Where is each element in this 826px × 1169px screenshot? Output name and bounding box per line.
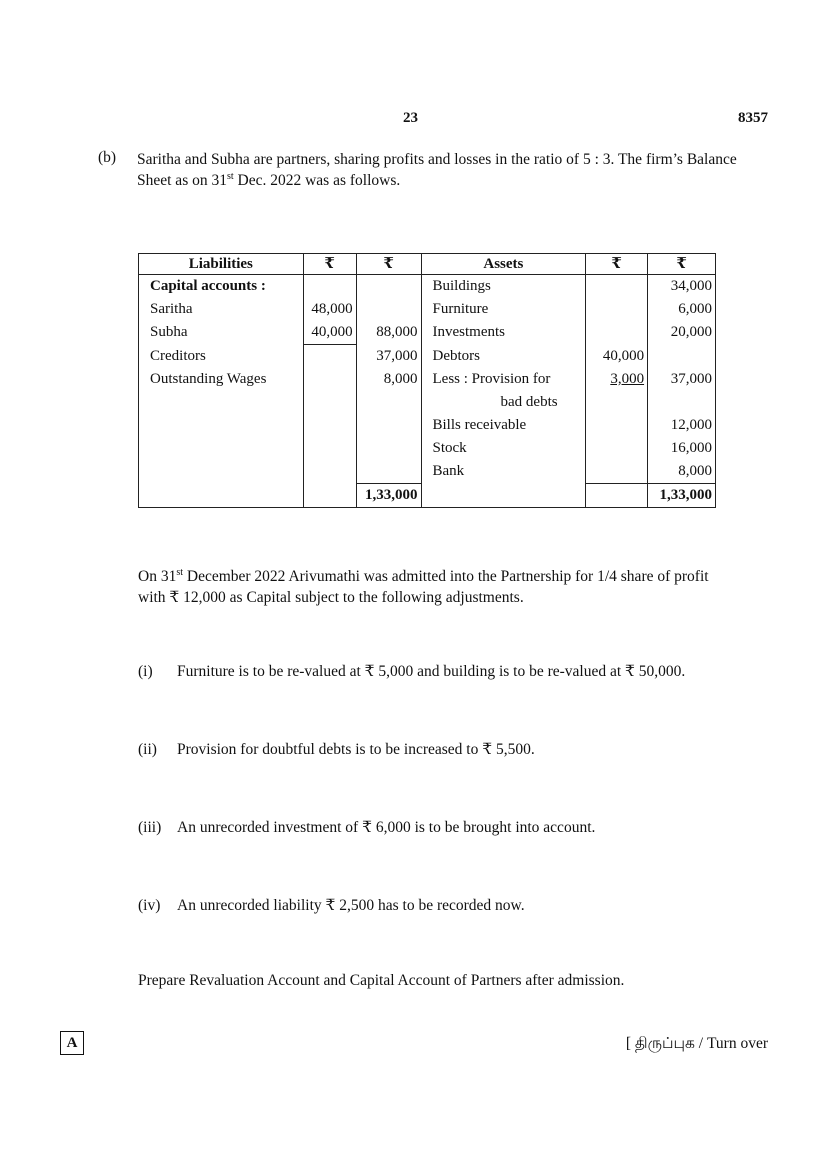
asset-label: Bank <box>421 460 586 484</box>
asset-label: Furniture <box>421 298 586 321</box>
liability-sub-amount <box>303 460 356 484</box>
totals-row <box>139 484 716 508</box>
asset-label: Buildings <box>421 275 586 299</box>
liability-amount <box>356 275 421 299</box>
instruction-text: Prepare Revaluation Account and Capital Account of Partners after admission. <box>138 972 625 989</box>
table-row <box>139 345 716 369</box>
liability-amount <box>356 298 421 321</box>
table-row <box>139 437 716 460</box>
liability-sub-amount: 48,000 <box>303 298 356 321</box>
liability-label: Capital accounts : <box>139 275 304 299</box>
question-intro <box>137 149 737 191</box>
liability-amount: 37,000 <box>356 345 421 369</box>
asset-label: Stock <box>421 437 586 460</box>
asset-amount: 16,000 <box>648 437 716 460</box>
asset-sub-amount <box>586 437 648 460</box>
liability-amount: 8,000 <box>356 368 421 391</box>
table-row <box>139 368 716 391</box>
liability-sub-amount <box>303 368 356 391</box>
asset-sub-amount <box>586 368 648 391</box>
empty-cell <box>586 484 648 508</box>
asset-amount: 20,000 <box>648 321 716 345</box>
item-numeral: (iv) <box>138 897 161 914</box>
item-numeral: (ii) <box>138 741 157 758</box>
asset-amount: 8,000 <box>648 460 716 484</box>
liability-label <box>139 460 304 484</box>
liability-amount <box>356 437 421 460</box>
intro-text-1: Saritha and Subha are partners, sharing profits and losses in the ratio of 5 : 3. The firm’s Balance Sheet as on 31 <box>137 151 737 189</box>
admission-sup: st <box>176 567 183 578</box>
item-numeral: (iii) <box>138 819 162 836</box>
asset-amount <box>648 391 716 414</box>
liability-sub-amount <box>303 391 356 414</box>
empty-cell <box>421 484 586 508</box>
header-rupee: ₹ <box>303 254 356 275</box>
asset-label: Bills receivable <box>421 414 586 437</box>
liability-sub-amount: 40,000 <box>303 321 356 345</box>
item-text: Furniture is to be re-valued at ₹ 5,000 and building is to be re-valued at ₹ 50,000. <box>177 663 686 680</box>
intro-text-2: Dec. 2022 was as follows. <box>233 172 401 189</box>
question-label: (b) <box>98 149 117 166</box>
admission-text-2: December 2022 Arivumathi was admitted into the Partnership for 1/4 share of profit with ₹ 12,000 as Capital subject to the following adjustments. <box>138 568 709 606</box>
asset-label: Debtors <box>421 345 586 369</box>
admission-text-1: On 31 <box>138 568 177 585</box>
turn-over-text: [ திருப்புக / Turn over <box>625 1035 768 1052</box>
asset-sub-amount <box>586 275 648 299</box>
asset-sub-amount <box>586 321 648 345</box>
liability-amount <box>356 391 421 414</box>
asset-amount: 12,000 <box>648 414 716 437</box>
version-box: A <box>60 1031 84 1055</box>
table-row <box>139 298 716 321</box>
asset-amount: 34,000 <box>648 275 716 299</box>
header-rupee: ₹ <box>648 254 716 275</box>
liability-amount <box>356 460 421 484</box>
liability-label <box>139 437 304 460</box>
page-number: 23 <box>403 110 418 126</box>
item-text: An unrecorded liability ₹ 2,500 has to be recorded now. <box>177 897 525 914</box>
empty-cell <box>139 484 304 508</box>
liabilities-total: 1,33,000 <box>356 484 421 508</box>
adjustment-item <box>138 662 685 681</box>
intro-sup: st <box>226 171 234 182</box>
empty-cell <box>303 484 356 508</box>
asset-label: Investments <box>421 321 586 345</box>
liability-label <box>139 414 304 437</box>
asset-sub-amount <box>586 460 648 484</box>
table-row <box>139 275 716 299</box>
liability-label <box>139 391 304 414</box>
asset-amount <box>648 345 716 369</box>
table-row <box>139 321 716 345</box>
liability-sub-amount <box>303 345 356 369</box>
liability-sub-amount <box>303 414 356 437</box>
admission-paragraph <box>138 566 738 608</box>
item-text: An unrecorded investment of ₹ 6,000 is to be brought into account. <box>177 819 596 836</box>
asset-amount: 6,000 <box>648 298 716 321</box>
balance-sheet-table <box>138 253 716 508</box>
asset-label: Less : Provision for <box>421 368 586 391</box>
table-row <box>139 460 716 484</box>
item-text: Provision for doubtful debts is to be increased to ₹ 5,500. <box>177 741 535 758</box>
asset-amount: 37,000 <box>648 368 716 391</box>
liability-label: Outstanding Wages <box>139 368 304 391</box>
assets-total: 1,33,000 <box>648 484 716 508</box>
asset-sub-amount: 40,000 <box>586 345 648 369</box>
liability-label: Creditors <box>139 345 304 369</box>
table-header-row <box>139 254 716 275</box>
asset-label: bad debts <box>421 391 586 414</box>
adjustment-item <box>138 740 535 759</box>
adjustment-item <box>138 818 595 837</box>
asset-sub-amount <box>586 298 648 321</box>
provision-amount: 3,000 <box>610 371 645 387</box>
liability-amount: 88,000 <box>356 321 421 345</box>
table-row <box>139 391 716 414</box>
liability-amount <box>356 414 421 437</box>
liability-sub-amount <box>303 275 356 299</box>
header-rupee: ₹ <box>586 254 648 275</box>
header-rupee: ₹ <box>356 254 421 275</box>
liability-label: Saritha <box>139 298 304 321</box>
liability-sub-amount <box>303 437 356 460</box>
liability-label: Subha <box>139 321 304 345</box>
paper-code: 8357 <box>738 110 768 126</box>
asset-sub-amount <box>586 391 648 414</box>
item-numeral: (i) <box>138 663 153 680</box>
header-liabilities: Liabilities <box>139 254 304 275</box>
adjustment-item <box>138 896 525 915</box>
header-assets: Assets <box>421 254 586 275</box>
table-row <box>139 414 716 437</box>
asset-sub-amount <box>586 414 648 437</box>
